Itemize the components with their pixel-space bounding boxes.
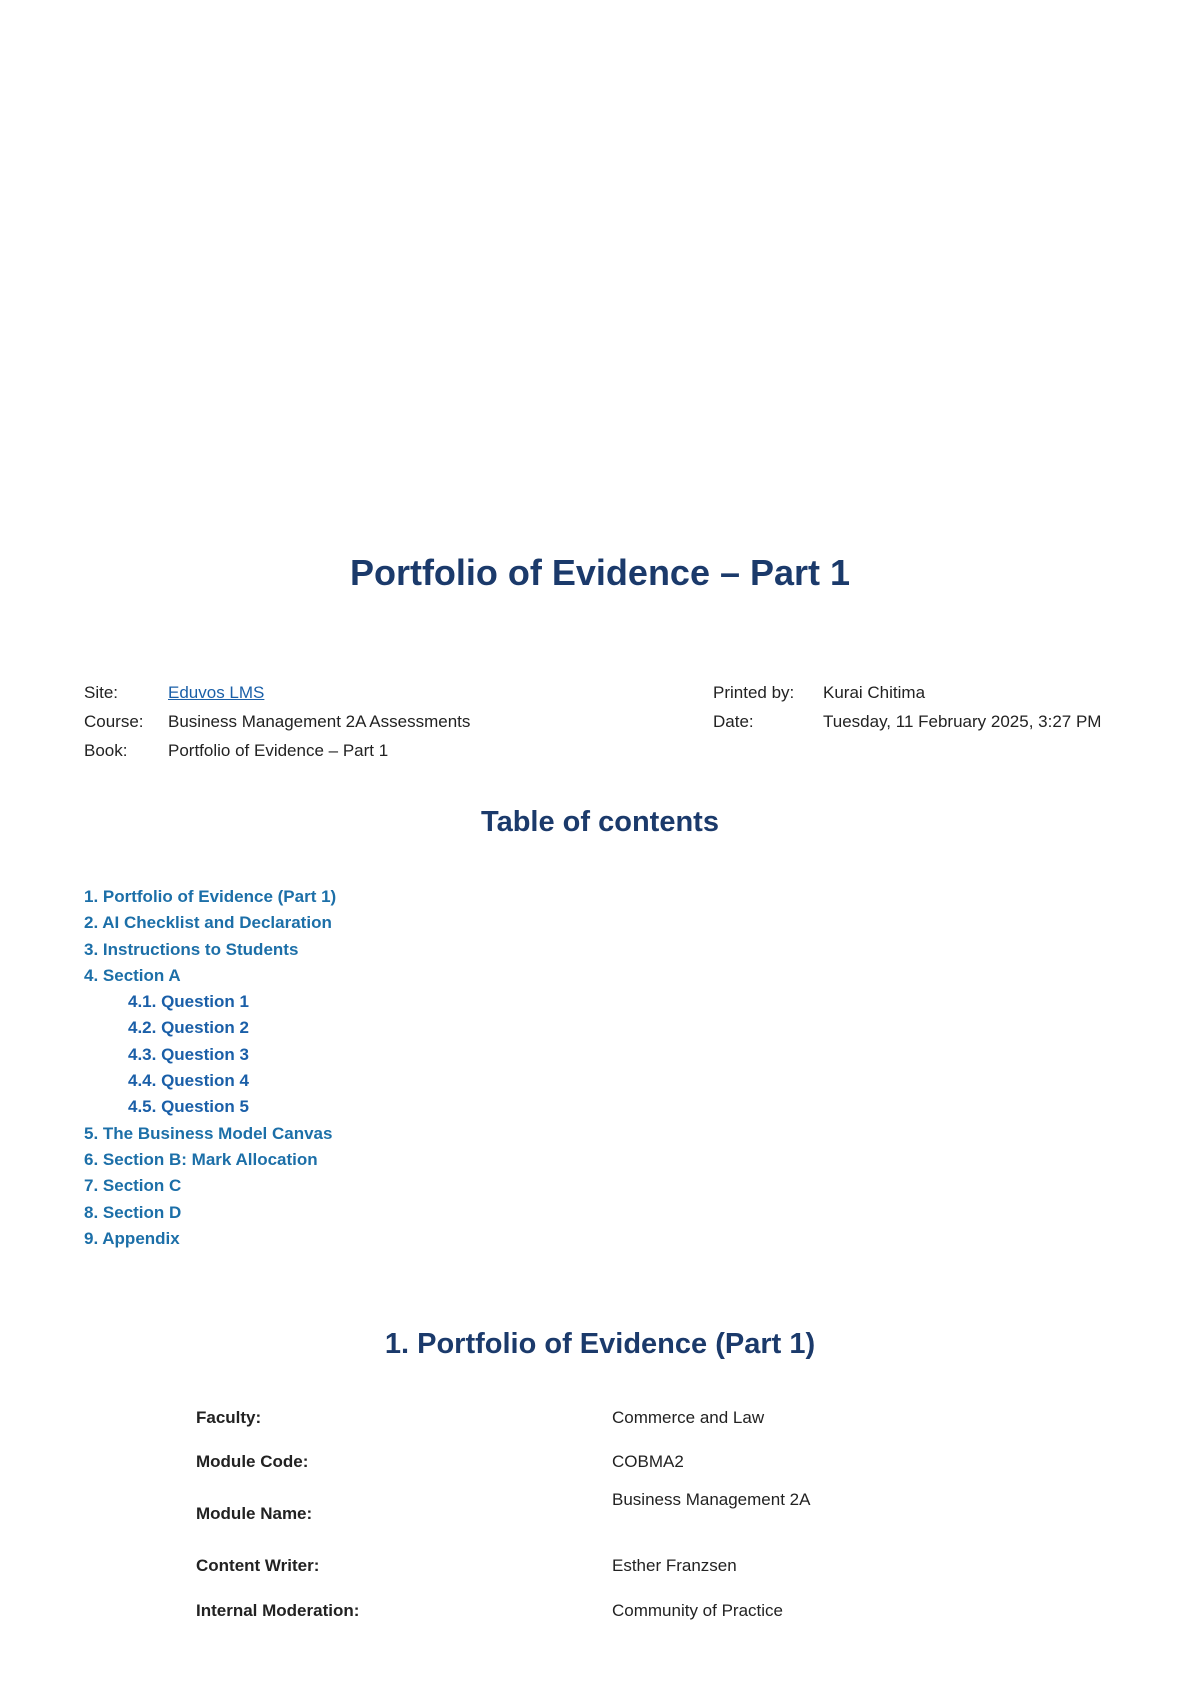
section-title: 1. Portfolio of Evidence (Part 1) <box>384 1328 816 1360</box>
date-value: Tuesday, 11 February 2025, 3:27 PM <box>823 712 1102 731</box>
printed-by-label: Printed by: <box>713 683 795 702</box>
internal-moderation-label: Internal Moderation: <box>196 1601 360 1620</box>
toc-item[interactable]: 3. Instructions to Students <box>84 939 299 959</box>
module-code-label: Module Code: <box>196 1452 309 1471</box>
toc-item[interactable]: 7. Section C <box>84 1176 182 1196</box>
page-title: Portfolio of Evidence – Part 1 <box>349 552 851 593</box>
faculty-label: Faculty: <box>196 1408 262 1427</box>
toc-title: Table of contents <box>481 806 719 838</box>
toc-subitem[interactable]: 4.1. Question 1 <box>128 992 249 1012</box>
book-value: Portfolio of Evidence – Part 1 <box>168 741 389 760</box>
printed-by-row <box>713 678 1153 707</box>
toc-subitem[interactable]: 4.3. Question 3 <box>128 1044 249 1064</box>
internal-moderation-value: Community of Practice <box>612 1601 783 1620</box>
toc-item[interactable]: 4. Section A <box>84 965 181 985</box>
toc-subitem[interactable]: 4.5. Question 5 <box>128 1097 249 1117</box>
toc-item[interactable]: 1. Portfolio of Evidence (Part 1) <box>84 887 337 906</box>
toc-subitem[interactable]: 4.4. Question 4 <box>128 1071 249 1091</box>
toc-item[interactable]: 5. The Business Model Canvas <box>84 1123 333 1143</box>
book-info-left <box>84 678 684 765</box>
toc-item[interactable]: 2. AI Checklist and Declaration <box>84 913 332 933</box>
date-label: Date: <box>713 712 754 731</box>
table-of-contents <box>84 884 684 1252</box>
toc-item[interactable]: 9. Appendix <box>84 1228 180 1248</box>
module-code-value: COBMA2 <box>612 1452 684 1471</box>
course-label: Course: <box>84 712 144 731</box>
content-writer-value: Esther Franzsen <box>612 1556 737 1575</box>
toc-subitem[interactable]: 4.2. Question 2 <box>128 1018 249 1038</box>
date-row <box>713 707 1153 736</box>
site-label: Site: <box>84 683 119 702</box>
toc-item[interactable]: 6. Section B: Mark Allocation <box>84 1149 318 1169</box>
site-row <box>84 678 684 707</box>
module-name-value: Business Management 2A <box>612 1490 811 1509</box>
book-row <box>84 736 684 765</box>
faculty-value: Commerce and Law <box>612 1408 765 1427</box>
book-info-right <box>713 678 1153 736</box>
site-link[interactable]: Eduvos LMS <box>168 683 265 702</box>
printed-by-value: Kurai Chitima <box>823 683 926 702</box>
course-row <box>84 707 684 736</box>
toc-item[interactable]: 8. Section D <box>84 1202 182 1222</box>
site-value <box>168 678 264 707</box>
module-name-label: Module Name: <box>196 1504 313 1523</box>
book-label: Book: <box>84 741 128 760</box>
content-writer-label: Content Writer: <box>196 1556 320 1575</box>
course-value: Business Management 2A Assessments <box>168 712 471 731</box>
